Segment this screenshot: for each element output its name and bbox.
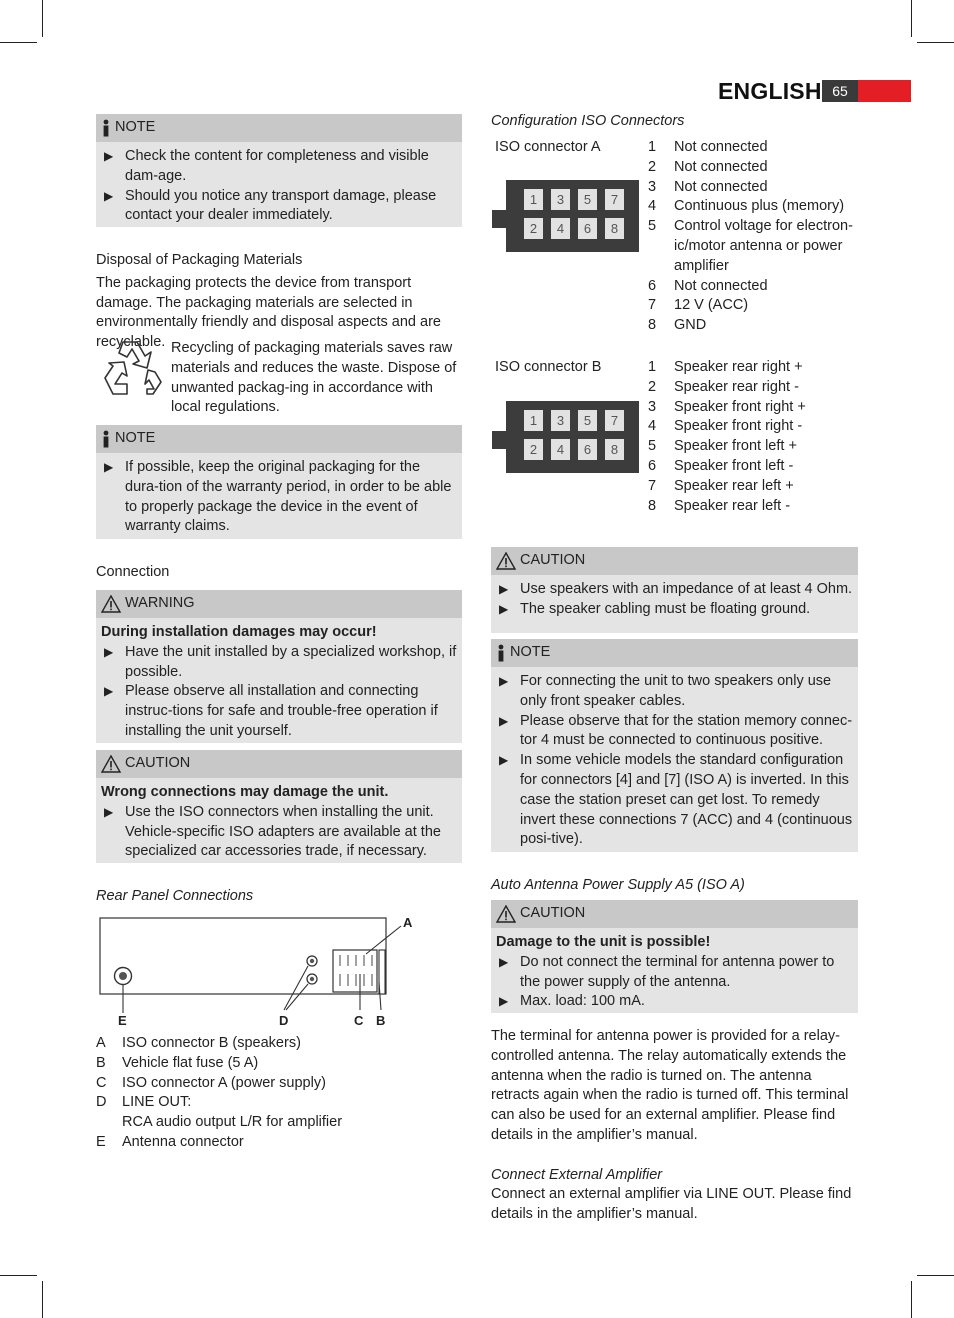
crop-mark bbox=[917, 1275, 954, 1276]
recycle-icon bbox=[101, 338, 163, 398]
connector-label: ISO connector B bbox=[495, 359, 602, 375]
list-item: ▶ The speaker cabling must be floating ground. bbox=[496, 600, 853, 620]
note-body bbox=[96, 453, 462, 542]
caution-box bbox=[491, 547, 858, 633]
arrow-icon: ▶ bbox=[104, 460, 114, 474]
pin-row: 1 Not connected bbox=[648, 139, 768, 155]
paragraph: Connect an external amplifier via LINE OUT. Please find details in the amplifier’s manual. bbox=[491, 1186, 852, 1222]
note-label: NOTE bbox=[115, 119, 156, 136]
arrow-icon: ▶ bbox=[499, 994, 509, 1009]
pin-row: 2 Speaker rear right - bbox=[648, 378, 799, 395]
page-number: 65 bbox=[822, 80, 858, 102]
crop-mark bbox=[0, 42, 37, 43]
note-body bbox=[491, 667, 858, 855]
pin-row: 3 Not connected bbox=[648, 178, 768, 195]
arrow-icon: ▶ bbox=[499, 582, 509, 596]
caution-label: CAUTION bbox=[520, 552, 586, 569]
caution-label: CAUTION bbox=[520, 905, 586, 922]
arrow-icon: ▶ bbox=[499, 753, 509, 768]
crop-mark bbox=[42, 1281, 43, 1318]
caution-lead: Damage to the unit is possible! bbox=[496, 934, 711, 950]
pin-row: 3 Speaker front right + bbox=[648, 398, 806, 415]
section-title: Connect External Amplifier bbox=[491, 1167, 663, 1183]
list-item: ▶ Have the unit installed by a specialized workshop, if possible. bbox=[101, 643, 457, 683]
diagram-label-a: A bbox=[403, 915, 413, 930]
legend-item: D LINE OUT: RCA audio output L/R for amplifier bbox=[96, 1094, 343, 1131]
list-item: ▶ Please observe all installation and connecting instruc-tions for safe and trouble-free operation if installing the unit yourself. bbox=[101, 682, 457, 741]
info-icon bbox=[496, 644, 506, 662]
list-item: ▶ Use the ISO connectors when installing the unit. Vehicle-specific ISO adapters are available at the specialized car accessories trade, if necessary. bbox=[101, 803, 457, 862]
arrow-icon: ▶ bbox=[104, 684, 114, 699]
warning-icon bbox=[496, 905, 516, 923]
note-header bbox=[96, 114, 462, 142]
warning-label: WARNING bbox=[125, 595, 195, 612]
arrow-icon: ▶ bbox=[104, 804, 114, 819]
connector-b-pinlist bbox=[648, 358, 863, 516]
arrow-icon: ▶ bbox=[499, 954, 509, 969]
pin-row: 5 Control voltage for electron-ic/motor antenna or power amplifier bbox=[648, 218, 853, 274]
rear-panel-diagram bbox=[96, 910, 426, 1035]
crop-mark bbox=[911, 0, 912, 37]
caution-box bbox=[96, 750, 462, 863]
warning-icon bbox=[101, 595, 121, 613]
pin-row: 4 Speaker front right - bbox=[648, 418, 803, 435]
arrow-icon: ▶ bbox=[104, 149, 114, 163]
arrow-icon: ▶ bbox=[104, 188, 114, 203]
list-item: ▶ If possible, keep the original packaging for the dura-tion of the warranty period, in order to be able to properly package the device in the event of warranty claims. bbox=[101, 458, 457, 537]
diagram-label-e: E bbox=[118, 1013, 127, 1028]
caution-header bbox=[96, 750, 462, 778]
note-label: NOTE bbox=[510, 644, 551, 661]
connector-label: ISO connector A bbox=[495, 139, 601, 155]
warning-lead: During installation damages may occur! bbox=[101, 624, 377, 640]
note-box bbox=[491, 639, 858, 852]
pin-row: 1 Speaker rear right + bbox=[648, 359, 803, 375]
caution-header bbox=[491, 547, 858, 575]
section-title: Disposal of Packaging Materials bbox=[96, 252, 303, 268]
pin-row: 4 Continuous plus (memory) bbox=[648, 198, 845, 215]
note-box bbox=[96, 114, 462, 227]
caution-body bbox=[96, 778, 462, 867]
pin-row: 7 Speaker rear left + bbox=[648, 477, 794, 494]
pin-row: 6 Speaker front left - bbox=[648, 457, 794, 474]
list-item: ▶ For connecting the unit to two speakers only use only front speaker cables. bbox=[496, 672, 853, 712]
pin-row: 5 Speaker front left + bbox=[648, 438, 797, 455]
crop-mark bbox=[42, 0, 43, 37]
note-label: NOTE bbox=[115, 430, 156, 447]
pin-row: 8 GND bbox=[648, 317, 707, 334]
note-header bbox=[96, 425, 462, 453]
legend-item: E Antenna connector bbox=[96, 1133, 244, 1150]
pin-row: 8 Speaker rear left - bbox=[648, 497, 791, 514]
legend-item: C ISO connector A (power supply) bbox=[96, 1074, 326, 1091]
arrow-icon: ▶ bbox=[499, 674, 509, 688]
caution-header bbox=[491, 900, 858, 928]
pin-row: 6 Not connected bbox=[648, 277, 768, 294]
list-item: ▶ Do not connect the terminal for antenna power to the power supply of the antenna. bbox=[496, 953, 853, 993]
section-title: Rear Panel Connections bbox=[96, 888, 254, 904]
caution-label: CAUTION bbox=[125, 755, 191, 772]
iso-connector-b-graphic: 1 3 5 7 2 4 6 8 bbox=[506, 401, 639, 473]
section-title: Configuration ISO Connectors bbox=[491, 113, 685, 129]
list-item: ▶ Please observe that for the station memory connec-tor 4 must be connected to continuous positive. bbox=[496, 712, 853, 752]
crop-mark bbox=[917, 42, 954, 43]
crop-mark bbox=[911, 1281, 912, 1318]
caution-body bbox=[491, 928, 858, 1017]
info-icon bbox=[101, 430, 111, 448]
note-header bbox=[491, 639, 858, 667]
caution-lead: Wrong connections may damage the unit. bbox=[101, 784, 389, 800]
diagram-label-d: D bbox=[279, 1013, 289, 1028]
arrow-icon: ▶ bbox=[499, 601, 509, 616]
recycle-text: Recycling of packaging materials saves raw materials and reduces the waste. Dispose of unwanted packag-ing in accordance with local regulations. bbox=[171, 340, 457, 416]
list-item: ▶ Should you notice any transport damage, please contact your dealer immediately. bbox=[101, 187, 457, 227]
paragraph: The packaging protects the device from transport damage. The packaging materials are selected in environmentally friendly and disposal aspects and are recyclable. bbox=[96, 274, 441, 351]
paragraph: The terminal for antenna power is provided for a relay-controlled antenna. The relay automatically extends the antenna when the radio is turned on. The antenna retracts again when the radio is turned off. This terminal can also be used for an external amplifier. Please find details in the amplifier’s manual. bbox=[491, 1028, 849, 1143]
section-title: Auto Antenna Power Supply A5 (ISO A) bbox=[491, 877, 745, 893]
crop-mark bbox=[0, 1275, 37, 1276]
diagram-label-c: C bbox=[354, 1013, 364, 1028]
note-body bbox=[96, 142, 462, 231]
connector-a-pinlist bbox=[648, 138, 863, 336]
pin-row: 2 Not connected bbox=[648, 158, 768, 175]
list-item: ▶ In some vehicle models the standard configuration for connectors [4] and [7] (ISO A) is inverted. In this case the station preset can get lost. To remedy invert these connections 7 (ACC) and 4 (continuous posi-tive). bbox=[496, 751, 853, 850]
caution-box bbox=[491, 900, 858, 1013]
warning-body bbox=[96, 618, 462, 747]
warning-header bbox=[96, 590, 462, 618]
list-item: ▶ Use speakers with an impedance of at least 4 Ohm. bbox=[496, 580, 853, 600]
list-item: ▶ Check the content for completeness and visible dam-age. bbox=[101, 147, 457, 187]
warning-icon bbox=[496, 552, 516, 570]
rear-panel-legend bbox=[96, 1034, 462, 1153]
legend-item: A ISO connector B (speakers) bbox=[96, 1035, 301, 1051]
arrow-icon: ▶ bbox=[499, 713, 509, 728]
caution-body bbox=[491, 575, 858, 625]
info-icon bbox=[101, 119, 111, 137]
note-box bbox=[96, 425, 462, 539]
iso-connector-a-graphic: 1 3 5 7 2 4 6 8 bbox=[506, 180, 639, 252]
warning-box bbox=[96, 590, 462, 743]
legend-item: B Vehicle flat fuse (5 A) bbox=[96, 1054, 259, 1071]
accent-bar bbox=[858, 80, 911, 102]
arrow-icon: ▶ bbox=[104, 644, 114, 659]
warning-icon bbox=[101, 755, 121, 773]
language-heading: ENGLISH bbox=[718, 78, 822, 104]
diagram-label-b: B bbox=[376, 1013, 386, 1028]
list-item: ▶ Max. load: 100 mA. bbox=[496, 992, 853, 1012]
pin-row: 7 12 V (ACC) bbox=[648, 297, 749, 314]
section-title: Connection bbox=[96, 564, 170, 580]
